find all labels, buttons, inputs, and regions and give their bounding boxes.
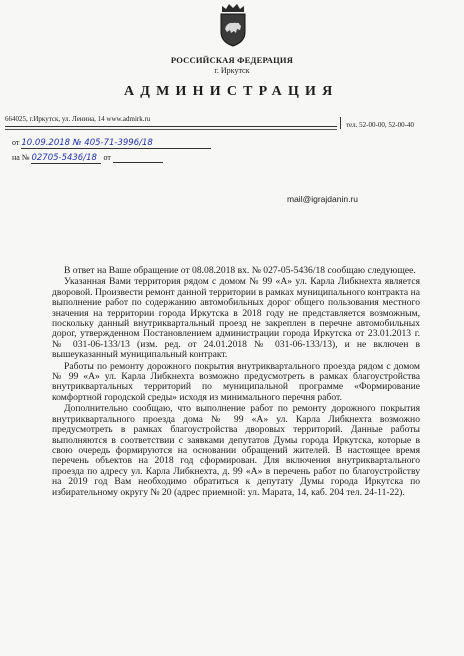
- city-name: г. Иркутск: [214, 66, 250, 75]
- ref-label: на №: [12, 153, 30, 162]
- outgoing-registration: [12, 138, 211, 149]
- divider: [5, 129, 337, 130]
- city-coat-of-arms-icon: [216, 2, 250, 48]
- organization-title: АДМИНИСТРАЦИЯ: [124, 84, 339, 99]
- reference-number: 02705-5436/18: [31, 153, 97, 163]
- recipient-email: mail@igrajdanin.ru: [287, 194, 358, 204]
- letter-body: [52, 266, 420, 499]
- phone-numbers: тел. 52-00-00, 52-00-40: [346, 121, 414, 129]
- divider: [340, 117, 341, 129]
- incoming-reference: [12, 153, 163, 164]
- paragraph: Дополнительно сообщаю, что выполнение работ по ремонту дорожного покрытия внутриквартального проезда дома № 99 «А» ул. Карла Либкнехта возможно предусмотреть в рамках благоустройства дворовых территорий. Данные работы выполняются в соответствии с заявками депутатов Думы города Иркутска, которые в свою очередь формируются на основании обращений жителей. В настоящее время перечень объектов на 2018 год сформирован. Для включения внутриквартального проезда по адресу ул. Карла Либкнехта, д. 99 «А» в перечень работ по благоустройству на 2019 год Вам необходимо обратиться к депутату Думы города Иркутска по избирательному округу № 20 (адрес приемной: ул. Марата, 14, каб. 204 тел. 24-11-22).: [52, 403, 420, 498]
- country-name: РОССИЙСКАЯ ФЕДЕРАЦИЯ: [170, 55, 294, 65]
- postal-address: 664025, г.Иркутск, ул. Ленина, 14 www.admirk.ru: [5, 115, 151, 123]
- outgoing-number: 10.09.2018 № 405-71-3996/18: [21, 138, 153, 148]
- paragraph: Указанная Вами территория рядом с домом № 99 «А» ул. Карла Либкнехта является дворовой. Произвести ремонт данной территории в рамках муниципального контракта на выполнение работ по содержанию автомобильных дорог общего пользования местного значения на территории города Иркутска в 2018 году не представляется возможным, поскольку данный внутриквартальный проезд не закреплен в перечне автомобильных дорог, утвержденном Постановлением администрации города Иркутска от 23.01.2013 г. № 031-06-133/13 (изм. ред. от 24.01.2018 № 031-06-133/13), и не включен в вышеуказанный муниципальный контракт.: [52, 276, 420, 361]
- ref-from-label: от: [103, 153, 111, 162]
- paragraph: В ответ на Ваше обращение от 08.08.2018 вх. № 027-05-5436/18 сообщаю следующее.: [64, 265, 416, 276]
- divider: [5, 126, 337, 127]
- paragraph: Работы по ремонту дорожного покрытия внутриквартального проезда рядом с домом № 99 «А» ул. Карла Либкнехта возможно предусмотреть в рамках благоустройства внутриквартальных территорий по муниципальной программе «Формирование комфортной городской среды» исходя из минимального перечня работ.: [52, 360, 420, 403]
- from-label: от: [12, 138, 20, 147]
